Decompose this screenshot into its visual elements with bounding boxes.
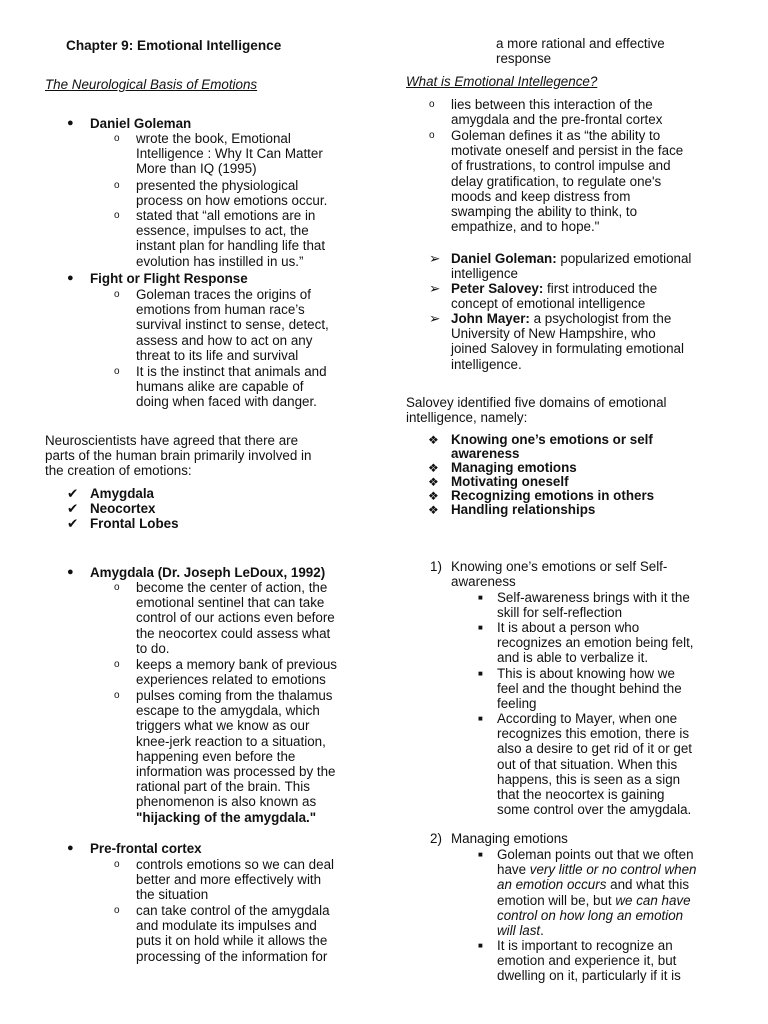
what-is-ei-title: What is Emotional Intellegence?	[406, 74, 598, 89]
square-bullet-icon: ■	[478, 714, 483, 723]
bullet-icon: ●	[67, 566, 74, 578]
what-sub-1: lies between this interaction of the amygdala and the pre-frontal cortex	[451, 97, 663, 128]
salovey-intro: Salovey identified five domains of emotional intelligence, namely:	[406, 395, 667, 426]
bullet-icon: ●	[67, 842, 74, 854]
circle-bullet-icon: o	[429, 130, 435, 141]
prefrontal-sub-2: can take control of the amygdala and modulate its impulses and puts it on hold while it allows the processing of the information for	[136, 903, 330, 964]
amygdala-sub-3: pulses coming from the thalamus escape to the amygdala, which triggers what we know as our knee-jerk reaction to a situation, happening even before the information was processed by the rational part of the brain. This phenomenon is also known as "hijacking of the amygdala."	[136, 688, 336, 825]
circle-bullet-icon: o	[114, 289, 120, 300]
what-sub-2: Goleman defines it as “the ability to motivate oneself and persist in the face of frustrations, to control impulse and delay gratification, to regulate one's moods and keep distress from swamping the ability to think, to empathize, and to hope."	[451, 128, 684, 235]
goleman-heading: Daniel Goleman	[90, 116, 192, 131]
number-1: 1)	[430, 559, 442, 574]
diamond-bullet-icon: ❖	[428, 461, 439, 475]
person-mayer: John Mayer: a psychologist from the University of New Hampshire, who joined Salovey in formulating emotional intelligence.	[451, 311, 684, 372]
arrow-bullet-icon: ➢	[429, 281, 441, 296]
diamond-bullet-icon: ❖	[428, 475, 439, 489]
circle-bullet-icon: o	[114, 659, 120, 670]
circle-bullet-icon: o	[114, 133, 120, 144]
n1-sub-4: According to Mayer, when one recognizes this emotion, there is also a desire to get rid of it or get out of that situation. When this happens, this is seen as a sign that the neocortex is gaining some control over the amygdala.	[497, 711, 693, 818]
check-item-neocortex: Neocortex	[90, 501, 156, 516]
square-bullet-icon: ■	[478, 593, 483, 602]
bullet-icon: ●	[67, 272, 74, 284]
circle-bullet-icon: o	[114, 366, 120, 377]
continued-text: a more rational and effective response	[496, 36, 665, 67]
amygdala-heading: Amygdala (Dr. Joseph LeDoux, 1992)	[90, 565, 326, 580]
check-item-frontal-lobes: Frontal Lobes	[90, 516, 179, 531]
amygdala-sub-2: keeps a memory bank of previous experiences related to emotions	[136, 657, 337, 688]
check-icon: ✔	[67, 486, 79, 501]
circle-bullet-icon: o	[114, 210, 120, 221]
bullet-icon: ●	[67, 117, 74, 129]
amygdala-sub-1: become the center of action, the emotional sentinel that can take control of our actions even before the neocortex could assess what to do.	[136, 580, 335, 656]
circle-bullet-icon: o	[114, 859, 120, 870]
circle-bullet-icon: o	[429, 99, 435, 110]
check-icon: ✔	[67, 516, 79, 531]
fight-sub-1: Goleman traces the origins of emotions from human race’s survival instinct to sense, detect, assess and how to act on any threat to its life and survival	[136, 287, 329, 363]
n2-sub-2: It is important to recognize an emotion and experience it, but dwelling on it, particularly if it is	[497, 938, 681, 984]
fight-heading: Fight or Flight Response	[90, 271, 248, 286]
prefrontal-sub-1: controls emotions so we can deal better and more effectively with the situation	[136, 857, 334, 903]
domain-item-5: Handling relationships	[451, 502, 596, 517]
square-bullet-icon: ■	[478, 669, 483, 678]
domain-item-1: Knowing one’s emotions or self awareness	[451, 432, 653, 461]
prefrontal-heading: Pre-frontal cortex	[90, 841, 202, 856]
diamond-bullet-icon: ❖	[428, 433, 439, 447]
circle-bullet-icon: o	[114, 582, 120, 593]
n1-heading: Knowing one’s emotions or self Self- awareness	[451, 559, 668, 590]
person-goleman: Daniel Goleman: popularized emotional intelligence	[451, 251, 692, 282]
n2-sub-1: Goleman points out that we often have very little or no control when an emotion occurs and what this emotion will be, but we can have control on how long an emotion will last.	[497, 847, 697, 939]
goleman-sub-3: stated that “all emotions are in essence, impulses to act, the instant plan for handling life that evolution has instilled in us.”	[136, 208, 326, 269]
domain-item-3: Motivating oneself	[451, 474, 569, 489]
circle-bullet-icon: o	[114, 905, 120, 916]
arrow-bullet-icon: ➢	[429, 251, 441, 266]
square-bullet-icon: ■	[478, 850, 483, 859]
square-bullet-icon: ■	[478, 623, 483, 632]
goleman-sub-1: wrote the book, Emotional Intelligence : Why It Can Matter More than IQ (1995)	[136, 131, 323, 177]
diamond-bullet-icon: ❖	[428, 503, 439, 517]
chapter-title: Chapter 9: Emotional Intelligence	[66, 38, 282, 53]
diamond-bullet-icon: ❖	[428, 489, 439, 503]
n1-sub-2: It is about a person who recognizes an emotion being felt, and is able to verbalize it.	[497, 620, 694, 666]
neuro-intro-paragraph: Neuroscientists have agreed that there are parts of the human brain primarily involved in the creation of emotions:	[45, 433, 312, 479]
domain-item-2: Managing emotions	[451, 460, 577, 475]
circle-bullet-icon: o	[114, 180, 120, 191]
check-icon: ✔	[67, 501, 79, 516]
goleman-sub-2: presented the physiological process on how emotions occur.	[136, 178, 328, 209]
square-bullet-icon: ■	[478, 941, 483, 950]
fight-sub-2: It is the instinct that animals and humans alike are capable of doing when faced with danger.	[136, 364, 327, 410]
arrow-bullet-icon: ➢	[429, 311, 441, 326]
circle-bullet-icon: o	[114, 690, 120, 701]
domain-item-4: Recognizing emotions in others	[451, 488, 655, 503]
person-salovey: Peter Salovey: first introduced the concept of emotional intelligence	[451, 281, 658, 312]
number-2: 2)	[430, 831, 442, 846]
check-item-amygdala: Amygdala	[90, 486, 154, 501]
section-title: The Neurological Basis of Emotions	[45, 77, 258, 92]
n1-sub-3: This is about knowing how we feel and the thought behind the feeling	[497, 666, 682, 712]
n1-sub-1: Self-awareness brings with it the skill for self-reflection	[497, 590, 690, 621]
n2-heading: Managing emotions	[451, 831, 568, 846]
